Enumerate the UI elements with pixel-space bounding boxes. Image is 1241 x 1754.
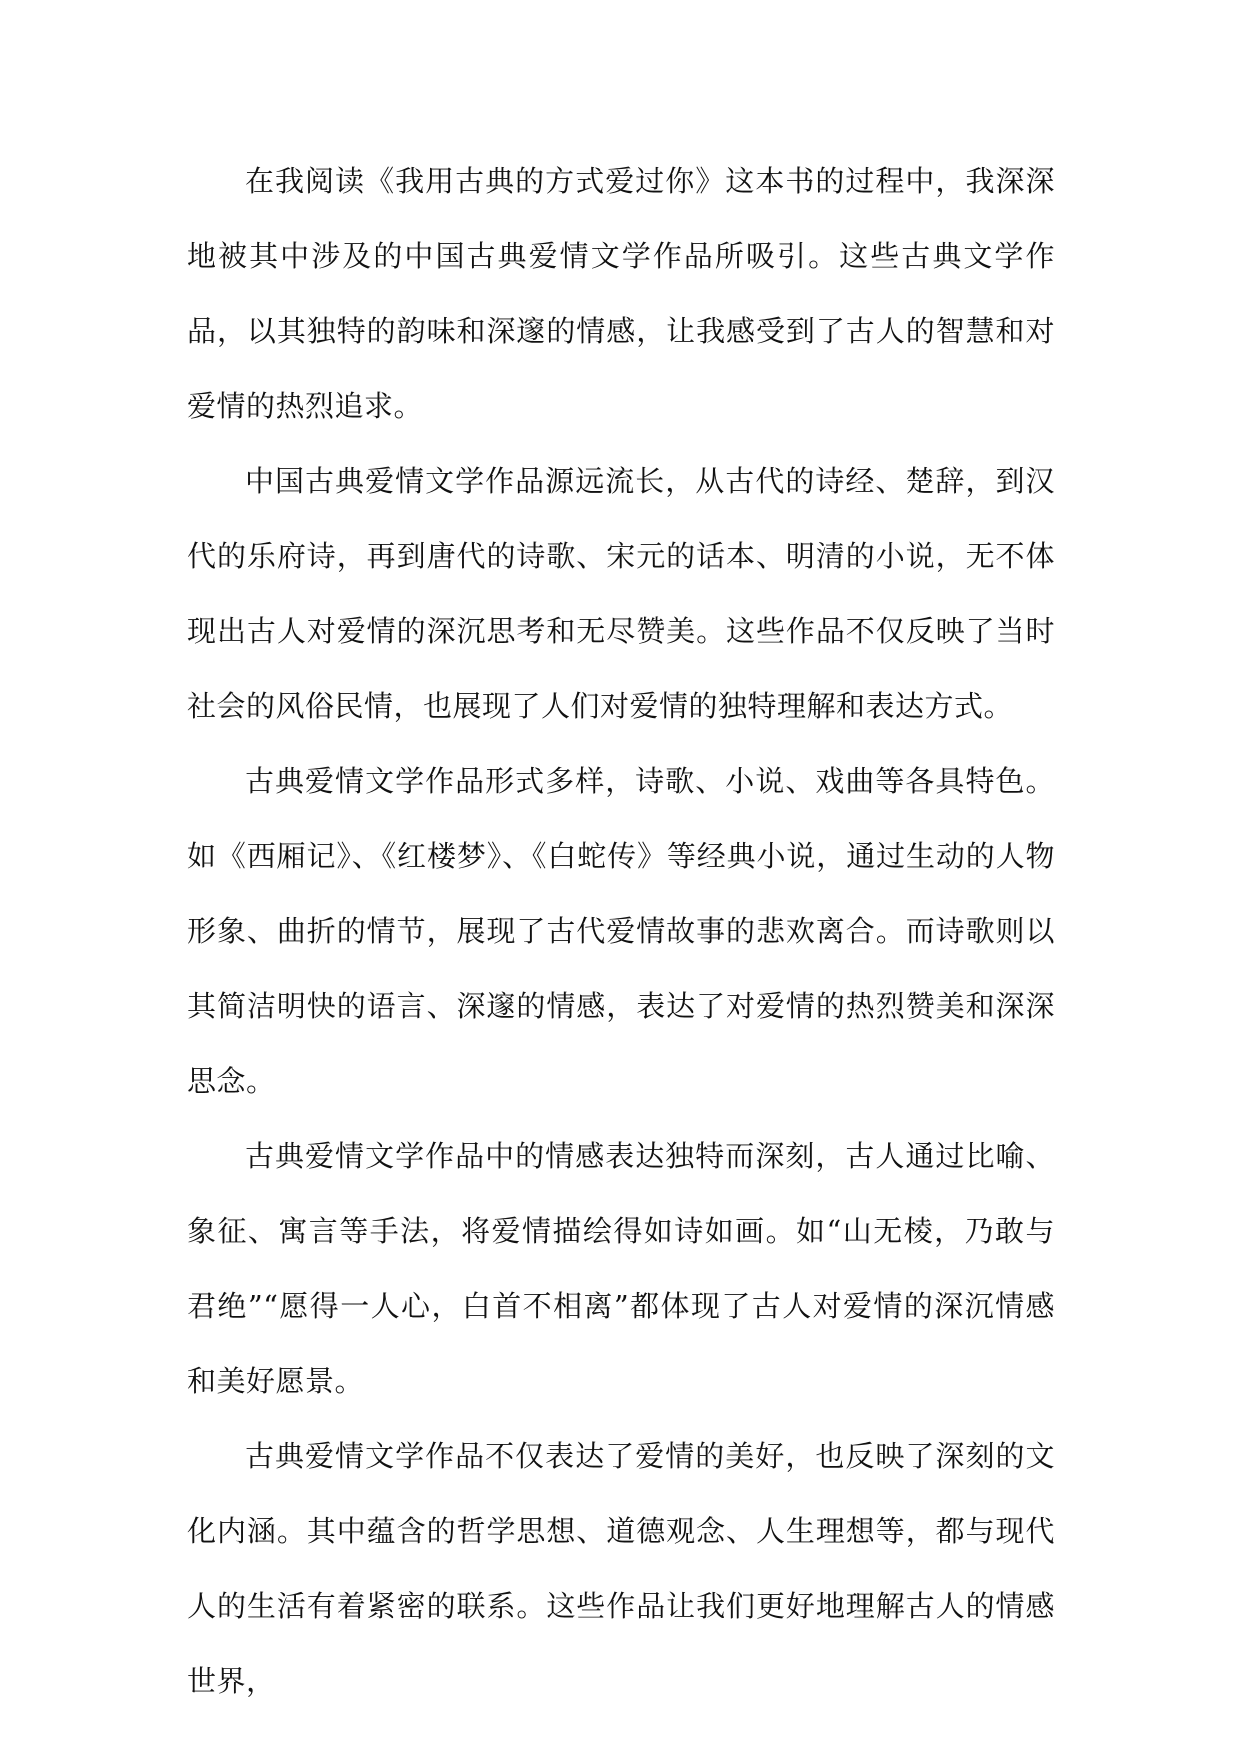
document-body — [187, 144, 1055, 1719]
paragraph-1: 在我阅读《我用古典的方式爱过你》这本书的过程中，我深深地被其中涉及的中国古典爱情文学作品所吸引。这些古典文学作品，以其独特的韵味和深邃的情感，让我感受到了古人的智慧和对爱情的热烈追求。 — [187, 164, 1055, 423]
paragraph-2: 中国古典爱情文学作品源远流长，从古代的诗经、楚辞，到汉代的乐府诗，再到唐代的诗歌、宋元的话本、明清的小说，无不体现出古人对爱情的深沉思考和无尽赞美。这些作品不仅反映了当时社会的风俗民情，也展现了人们对爱情的独特理解和表达方式。 — [187, 464, 1055, 723]
paragraph-3: 古典爱情文学作品形式多样，诗歌、小说、戏曲等各具特色。如《西厢记》、《红楼梦》、《白蛇传》等经典小说，通过生动的人物形象、曲折的情节，展现了古代爱情故事的悲欢离合。而诗歌则以其简洁明快的语言、深邃的情感，表达了对爱情的热烈赞美和深深思念。 — [187, 764, 1055, 1098]
paragraph-4: 古典爱情文学作品中的情感表达独特而深刻，古人通过比喻、象征、寓言等手法，将爱情描绘得如诗如画。如“山无棱，乃敢与君绝”“愿得一人心，白首不相离”都体现了古人对爱情的深沉情感和美好愿景。 — [187, 1139, 1055, 1398]
paragraph-5: 古典爱情文学作品不仅表达了爱情的美好，也反映了深刻的文化内涵。其中蕴含的哲学思想、道德观念、人生理想等，都与现代人的生活有着紧密的联系。这些作品让我们更好地理解古人的情感世界， — [187, 1439, 1055, 1698]
